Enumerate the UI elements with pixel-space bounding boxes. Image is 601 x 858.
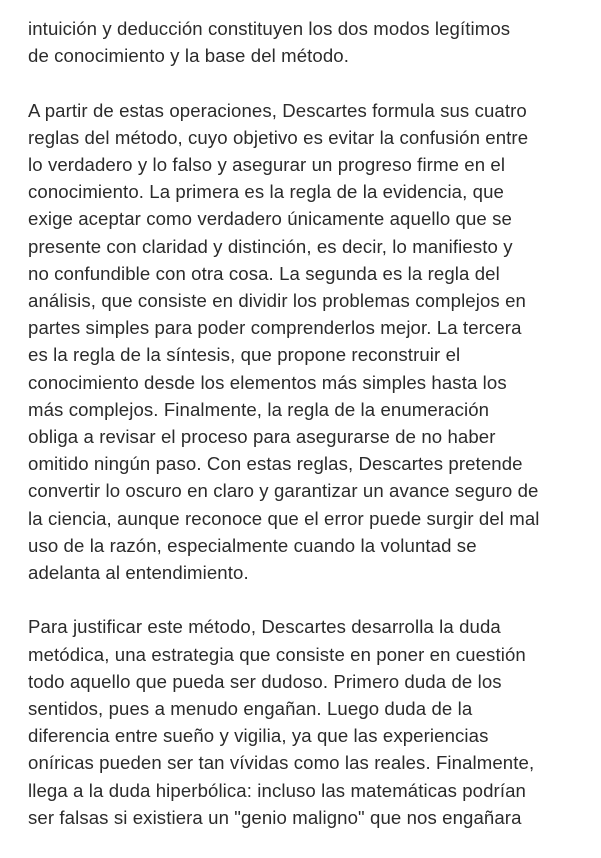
paragraph-2 (28, 97, 588, 587)
text-line: adelanta al entendimiento. (28, 562, 249, 584)
text-line: la ciencia, aunque reconoce que el error puede surgir del mal (28, 507, 540, 529)
text-line: conocimiento desde los elementos más simples hasta los (28, 371, 507, 393)
text-line: presente con claridad y distinción, es decir, lo manifiesto y (28, 235, 513, 257)
text-line: conocimiento. La primera es la regla de la evidencia, que (28, 181, 504, 203)
text-line: ser falsas si existiera un "genio maligno" que nos engañara (28, 806, 522, 828)
text-line: A partir de estas operaciones, Descartes formula sus cuatro (28, 99, 527, 121)
text-line: de conocimiento y la base del método. (28, 45, 350, 67)
text-line: intuición y deducción constituyen los dos modos legítimos (28, 18, 511, 39)
paragraph-1 (28, 15, 588, 69)
text-line: metódica, una estrategia que consiste en poner en cuestión (28, 643, 526, 665)
text-line: oníricas pueden ser tan vívidas como las reales. Finalmente, (28, 752, 535, 774)
text-line: llega a la duda hiperbólica: incluso las matemáticas podrían (28, 779, 526, 801)
text-line: no confundible con otra cosa. La segunda es la regla del (28, 262, 500, 284)
text-line: todo aquello que pueda ser dudoso. Primero duda de los (28, 670, 502, 692)
text-line: convertir lo oscuro en claro y garantizar un avance seguro de (28, 480, 539, 502)
text-line: Para justificar este método, Descartes desarrolla la duda (28, 616, 501, 638)
text-line: omitido ningún paso. Con estas reglas, Descartes pretende (28, 453, 523, 475)
text-line: exige aceptar como verdadero únicamente aquello que se (28, 208, 512, 230)
paragraph-3 (28, 613, 588, 831)
text-line: sentidos, pues a menudo engañan. Luego duda de la (28, 698, 473, 720)
text-line: reglas del método, cuyo objetivo es evitar la confusión entre (28, 126, 529, 148)
text-line: uso de la razón, especialmente cuando la voluntad se (28, 534, 477, 556)
text-line: lo verdadero y lo falso y asegurar un progreso firme en el (28, 154, 506, 175)
text-line: es la regla de la síntesis, que propone reconstruir el (28, 344, 461, 366)
text-line: análisis, que consiste en dividir los problemas complejos en (28, 290, 526, 312)
text-line: partes simples para poder comprenderlos mejor. La tercera (28, 317, 522, 339)
text-line: más complejos. Finalmente, la regla de la enumeración (28, 398, 490, 420)
text-line: obliga a revisar el proceso para asegurarse de no haber (28, 426, 496, 448)
text-line: diferencia entre sueño y vigilia, ya que las experiencias (28, 725, 489, 747)
document-body (28, 15, 588, 858)
